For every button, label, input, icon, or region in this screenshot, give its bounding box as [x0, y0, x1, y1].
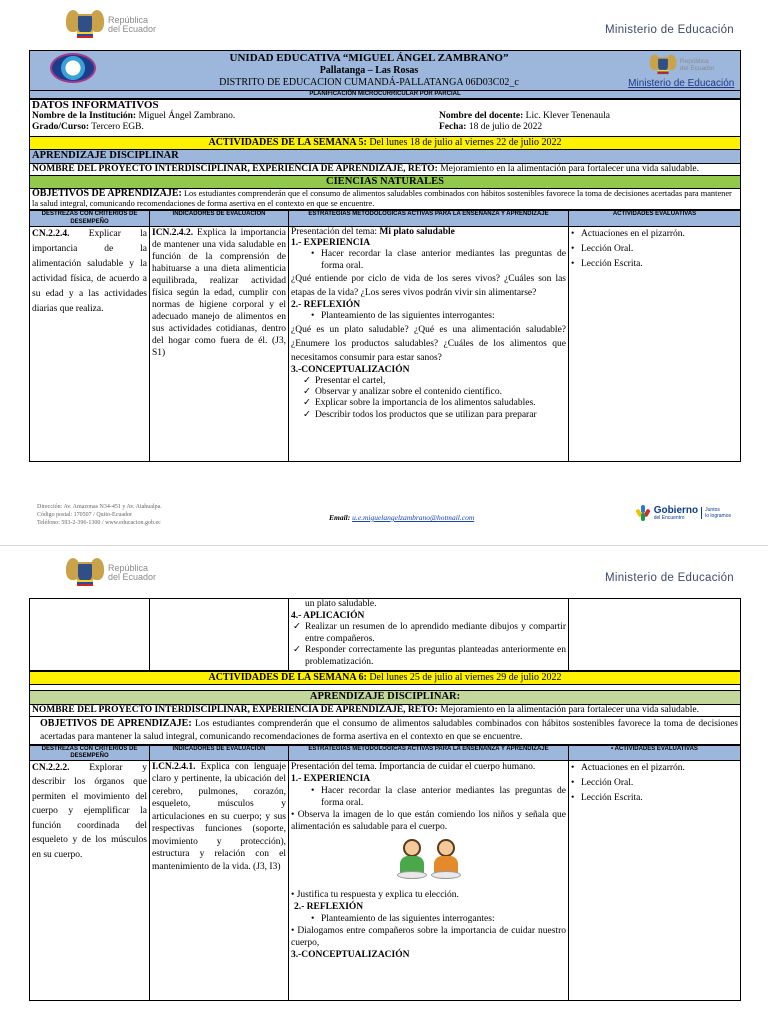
- coat-of-arms-icon: [66, 8, 104, 42]
- logo-line-2: del Ecuador: [108, 24, 157, 34]
- page-footer: [37, 503, 737, 539]
- gobierno-slogan-2: lo logramos: [705, 513, 731, 519]
- exp-title: 1.- EXPERIENCIA: [291, 238, 371, 249]
- subject-title: CIENCIAS NATURALES: [30, 175, 741, 189]
- evaluation-cell-2: [569, 760, 741, 1000]
- date-value: 18 de julio de 2022: [468, 122, 543, 133]
- logo-line-1: República: [108, 15, 149, 25]
- apl-title: 4.- APLICACIÓN: [291, 610, 365, 621]
- week5-title-rest: Del lunes 18 de julio al viernes 22 de julio 2022: [369, 137, 562, 149]
- exp-text: ¿Qué entiende por ciclo de vida de los seres vivos? ¿Cuáles son las etapas de la vida? ¿Los seres vivos podrán vivir sin alimentarse?: [291, 273, 566, 298]
- con-title: 3.-CONCEPTUALIZACIÓN: [291, 364, 410, 375]
- project-value-2: Mejoramiento en la alimentación para fortalecer una vida saludable.: [440, 704, 699, 715]
- col-estrategias: ESTRATEGIAS METODOLÓGICAS ACTIVAS PARA LA ENSEÑANZA Y APRENDIZAJE: [289, 211, 569, 226]
- small-logo-line-2: del Ecuador: [679, 65, 715, 72]
- indicator-text: Explica la importancia de mantener una vida saludable en función de la comprensión de habituarse a una dieta alimenticia equilibrada, realizar actividad física según la edad, cumplir con normas de higiene corporal y el adecuado manejo de alimentos en sus actividades cotidianas, dentro del hogar como fuera de él. (J3, S1): [152, 227, 286, 358]
- email-link[interactable]: u.e.miguelangelzambrano@hotmail.com: [352, 513, 475, 522]
- indicator-cell: [150, 226, 289, 461]
- footer-address: [37, 503, 162, 527]
- objectives-row-2: [30, 716, 741, 744]
- exp-obs: • Observa la imagen de lo que están comiendo los niños y señala que alimentación es saludable para el cuerpo.: [291, 809, 566, 832]
- cont-evaluation-cell: [569, 599, 741, 671]
- col-indicadores-2: INDICADORES DE EVALUACIÓN: [150, 745, 289, 760]
- gobierno-slogan-1: Juntos: [705, 507, 720, 513]
- project-value: Mejoramiento en la alimentación para fortalecer una vida saludable.: [440, 163, 699, 174]
- small-logo-line-1: República: [679, 58, 709, 65]
- project-label: NOMBRE DEL PROYECTO INTERDISCIPLINAR, EXPERIENCIA DE APRENDIZAJE, RETO:: [32, 163, 438, 174]
- footer-addr-1: Dirección: Av. Amazonas N34-451 y Av. Atahualpa.: [37, 504, 162, 510]
- indicator-code: ICN.2.4.2.: [152, 227, 194, 238]
- teacher-value: Lic. Klever Tenenaula: [525, 111, 610, 122]
- ref-dialog: • Dialogamos entre compañeros sobre la importancia de cuidar nuestro cuerpo,: [291, 925, 566, 948]
- school-place: Pallatanga – Las Rosas: [319, 65, 419, 77]
- gobierno-logo: [635, 505, 731, 521]
- ref-title: 2.- REFLEXIÓN: [291, 299, 361, 310]
- plan-title: PLANIFICACIÓN MICROCURRICULAR POR PARCIAL: [30, 91, 741, 99]
- eval-item: • Lección Oral.: [571, 242, 738, 257]
- objectives-row: [30, 189, 741, 210]
- topic-value: Mi plato saludable: [379, 226, 455, 237]
- gobierno-star-icon: [635, 505, 651, 521]
- aprendizaje-disciplinar-2: APRENDIZAJE DISCIPLINAR:: [30, 691, 741, 705]
- school-ministry-cell: [623, 51, 741, 91]
- republica-logo-2: [66, 556, 156, 590]
- gobierno-line-2: del Encuentro: [653, 514, 685, 521]
- school-title-cell: [116, 51, 623, 91]
- grade-label: Grado/Curso:: [32, 122, 89, 133]
- small-ministry-label: Ministerio de Educación: [628, 78, 735, 89]
- small-republica-logo: [625, 52, 739, 78]
- school-emblem-cell: [30, 51, 116, 91]
- con-item: ✓ Explicar sobre la importancia de los alimentos saludables.: [303, 398, 566, 409]
- info-cell: [30, 100, 741, 137]
- school-district: DISTRITO DE EDUCACION CUMANDÁ-PALLATANGA 06D03C02_c: [219, 77, 519, 89]
- skill-cell-2: [30, 760, 150, 1000]
- info-heading: DATOS INFORMATIVOS: [32, 99, 159, 112]
- objectives-value: Los estudiantes comprenderán que el consumo de alimentos saludables combinados con hábitos sostenibles favorece la toma de decisiones acertadas para mantener la salud integral, comunicando recomendaciones de forma asertiva en el contexto en que se encuentre.: [32, 189, 732, 209]
- school-name: UNIDAD EDUCATIVA “MIGUEL ÁNGEL ZAMBRANO”: [229, 52, 509, 64]
- evaluation-cell: [569, 226, 741, 461]
- ministry-label-2: Ministerio de Educación: [605, 572, 734, 584]
- skill-code: CN.2.2.4.: [32, 228, 70, 239]
- date-label: Fecha:: [439, 122, 467, 133]
- col-actividades: ACTIVIDADES EVALUATIVAS: [569, 211, 741, 226]
- topic-label: Presentación del tema:: [291, 226, 377, 237]
- objectives-label: OBJETIVOS DE APRENDIZAJE:: [32, 188, 182, 200]
- con-item: ✓ Describir todos los productos que se utilizan para preparar: [303, 410, 566, 421]
- coat-of-arms-icon: [66, 556, 104, 590]
- col-destrezas: DESTREZAS CON CRITERIOS DE DESEMPEÑO: [30, 211, 150, 226]
- institution-label: Nombre de la Institución:: [32, 111, 137, 122]
- col-destrezas-2: DESTREZAS CON CRITERIOS DE DESEMPEÑO: [30, 745, 150, 760]
- week5-title-bold: ACTIVIDADES DE LA SEMANA 5:: [208, 137, 367, 149]
- apl-item: ✓ Responder correctamente las preguntas planteadas anteriormente en problematización.: [293, 645, 566, 668]
- exp-title-2: 1.- EXPERIENCIA: [291, 773, 371, 784]
- week5-title: [30, 137, 741, 150]
- con-title-2: 3.-CONCEPTUALIZACIÓN: [291, 949, 410, 960]
- skill-code-2: CN.2.2.2.: [32, 762, 70, 773]
- project-row: [30, 163, 741, 175]
- cont-skill-cell: [30, 599, 150, 671]
- institution-value: Miguel Ángel Zambrano.: [138, 111, 236, 122]
- skill-text: Explicar la importancia de la alimentación saludable y la actividad física, de acuerdo a su edad y a las actividades diarias que realiza.: [32, 228, 147, 314]
- eval-item: • Lección Escrita.: [571, 257, 738, 272]
- skill-text-2: Explorar y describir los órganos que permiten el movimiento del cuerpo y ejemplificar la función coordinada del esqueleto y de los músculos en su cuerpo.: [32, 762, 147, 860]
- exp-bullet: • Hacer recordar la clase anterior mediantes las preguntas de forma oral.: [311, 249, 566, 272]
- week5-activities-table: [29, 210, 741, 461]
- logo-line-1: República: [108, 563, 149, 573]
- page-header: [0, 0, 768, 48]
- cont-indicator-cell: [150, 599, 289, 671]
- topic-2: Presentación del tema. Importancia de cuidar el cuerpo humano.: [291, 761, 536, 772]
- grade-value: Tercero EGB.: [91, 122, 144, 133]
- exp-bullet-2: • Hacer recordar la clase anterior mediantes las preguntas de forma oral.: [311, 785, 566, 809]
- con-item: ✓ Observar y analizar sobre el contenido científico.: [303, 387, 566, 398]
- col-actividades-2: • ACTIVIDADES EVALUATIVAS: [569, 745, 741, 760]
- col-estrategias-2: ESTRATEGIAS METODOLÓGICAS ACTIVAS PARA LA ENSEÑANZA Y APRENDIZAJE: [289, 745, 569, 760]
- page-2: [0, 545, 768, 1024]
- ref-bullet: • Planteamiento de las siguientes interrogantes:: [311, 311, 566, 322]
- continued-table: [29, 598, 741, 671]
- school-emblem-icon: [50, 53, 96, 83]
- eval-item-2: • Lección Escrita.: [571, 791, 738, 806]
- week6-activities-table: [29, 745, 741, 1001]
- logo-line-2: del Ecuador: [108, 572, 157, 582]
- aprendizaje-disciplinar: APRENDIZAJE DISCIPLINAR: [30, 150, 741, 164]
- eval-item-2: • Lección Oral.: [571, 776, 738, 791]
- justify-line: • Justifica tu respuesta y explica tu elección.: [291, 889, 459, 900]
- child-eating-salad-icon: [397, 839, 427, 883]
- ref-text: ¿Qué es un plato saludable? ¿Qué es una alimentación saludable? ¿Enumere los productos saludables? ¿Cuáles de los alimentos que necesitamos consumir para estar sanos?: [291, 324, 566, 363]
- objectives-value-2: Los estudiantes comprenderán que el consumo de alimentos saludables combinados con hábitos sostenibles favorece la toma de decisiones acertadas para mantener la salud integral, comunicando recomendaciones de forma asertiva en el contexto en que se encuentre.: [40, 718, 738, 742]
- project-label-2: NOMBRE DEL PROYECTO INTERDISCIPLINAR, EXPERIENCIA DE APRENDIZAJE, RETO:: [32, 704, 438, 715]
- page-2-header: [0, 546, 768, 596]
- email-label: Email:: [329, 513, 351, 522]
- teacher-label: Nombre del docente:: [439, 111, 524, 122]
- republica-logo: [66, 8, 156, 42]
- cont-strategies-cell: [289, 599, 569, 671]
- ref-bullet-2: • Planteamiento de las siguientes interrogantes:: [311, 913, 566, 925]
- small-coat-of-arms-icon: [650, 53, 677, 77]
- info-table: [29, 99, 741, 210]
- indicator-cell-2: [150, 760, 289, 1000]
- gobierno-line-1: Gobierno: [653, 504, 699, 516]
- strategies-cell: [289, 226, 569, 461]
- ministry-label: Ministerio de Educación: [605, 24, 734, 36]
- eval-item-2: • Actuaciones en el pizarrón.: [571, 761, 738, 776]
- school-header-table: [29, 50, 741, 99]
- week6-header-table: [29, 671, 741, 745]
- children-eating-illustration: [291, 839, 566, 883]
- cont-line: un plato saludable.: [305, 599, 377, 609]
- project-row-2: [30, 704, 741, 716]
- footer-addr-2: Código postal: 170507 / Quito-Ecuador: [37, 512, 132, 518]
- indicator-text-2: Explica con lenguaje claro y pertinente, la ubicación del cerebro, pulmones, corazón, esqueleto, músculos y articulaciones en su cuerpo; y sus respectivas funciones (soporte, movimiento y protección), estructura y relación con el mantenimiento de la vida. (J3, I3): [152, 761, 286, 872]
- week6-title-bold: ACTIVIDADES DE LA SEMANA 6:: [208, 672, 367, 683]
- footer-addr-3: Teléfono: 593-2-396-1300 / www.educacion.gob.ec: [37, 520, 161, 526]
- objectives-label-2: OBJETIVOS DE APRENDIZAJE:: [40, 717, 192, 729]
- footer-email: [329, 513, 474, 522]
- indicator-code-2: I.CN.2.4.1.: [152, 761, 196, 772]
- child-eating-burger-icon: [431, 839, 461, 883]
- strategies-cell-2: [289, 760, 569, 1000]
- ref-title-2: 2.- REFLEXIÓN: [294, 901, 364, 912]
- eval-item: • Actuaciones en el pizarrón.: [571, 227, 738, 242]
- apl-item: ✓ Realizar un resumen de lo aprendido mediante dibujos y compartir entre compañeros.: [293, 622, 566, 645]
- col-indicadores: INDICADORES DE EVALUACIÓN: [150, 211, 289, 226]
- week6-title: [30, 672, 741, 685]
- planning-document-continued: [29, 598, 741, 1001]
- con-item: ✓ Presentar el cartel,: [303, 376, 566, 387]
- planning-document: [29, 50, 741, 462]
- skill-cell: [30, 226, 150, 461]
- week6-title-rest: Del lunes 25 de julio al viernes 29 de julio 2022: [369, 672, 562, 683]
